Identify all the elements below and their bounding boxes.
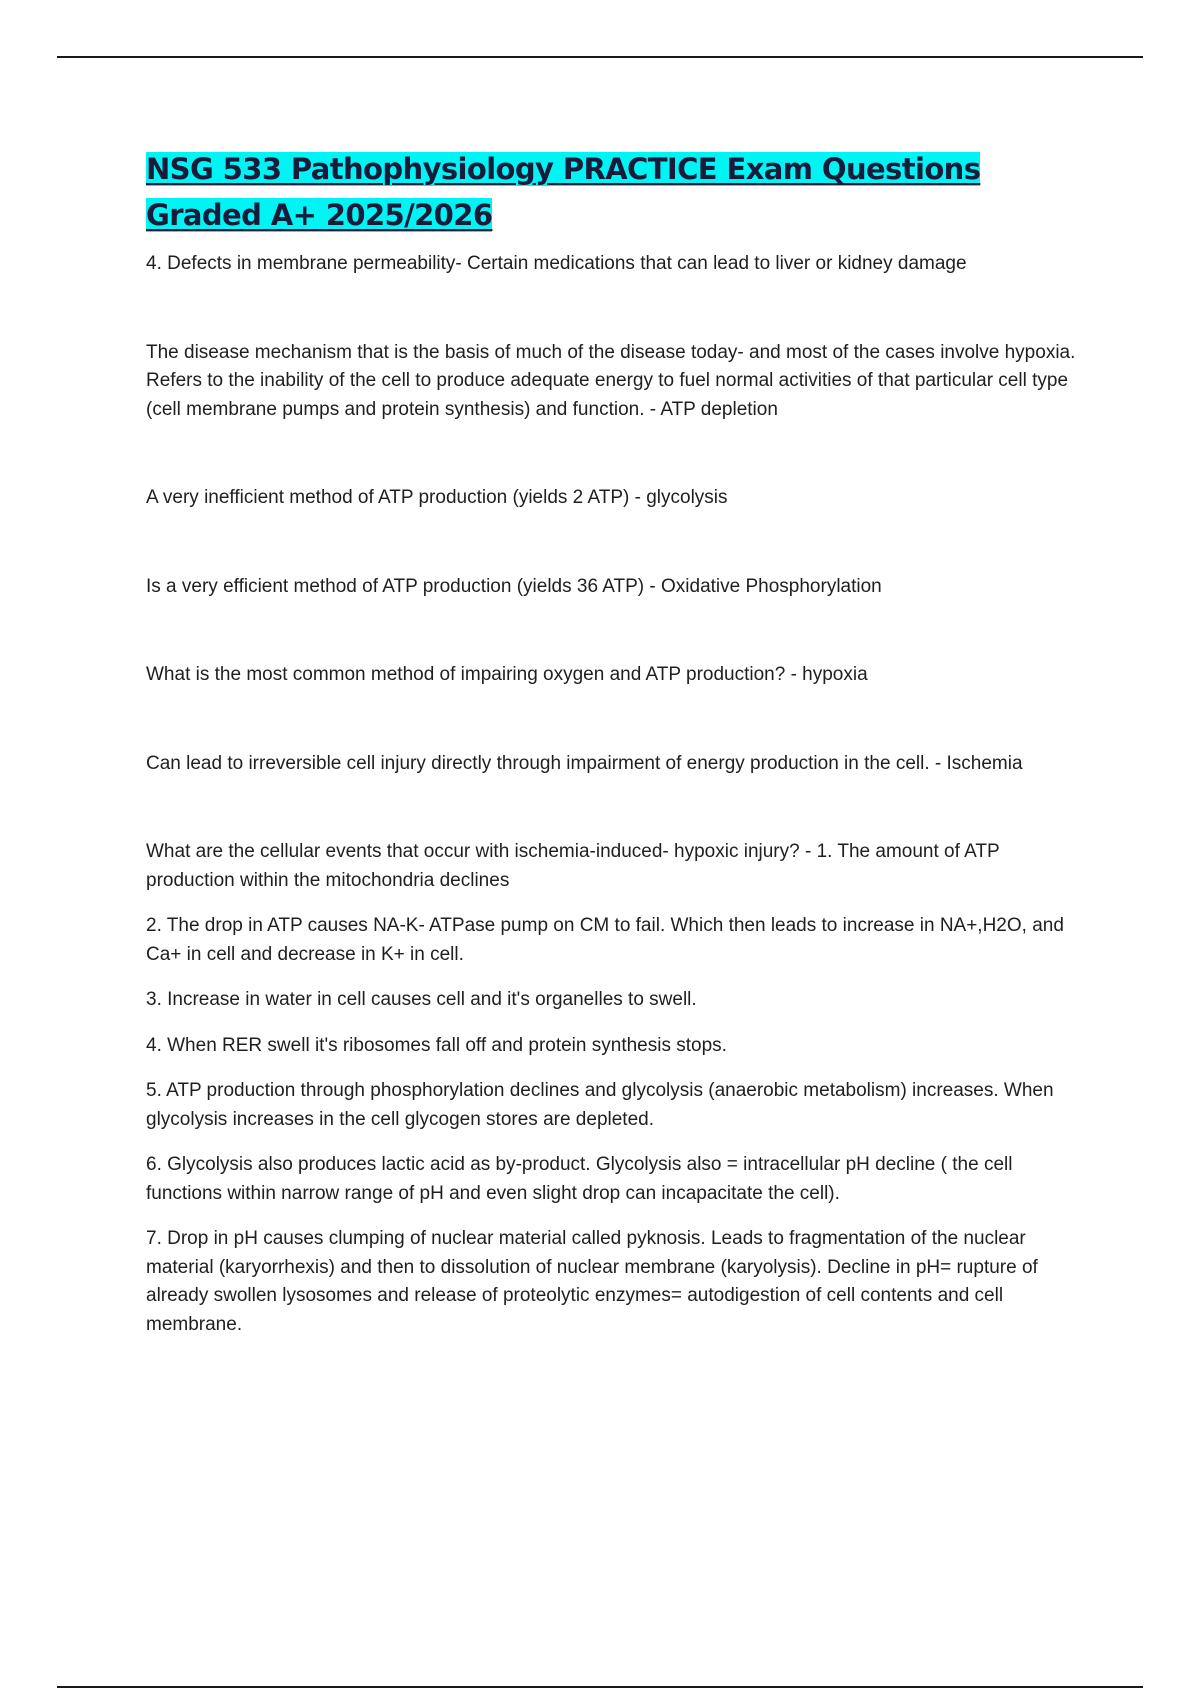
qa-item: A very inefficient method of ATP production (yields 2 ATP) - glycolysis [146,487,728,508]
intro-item: 4. Defects in membrane permeability- Certain medications that can lead to liver or kidney damage [146,253,967,274]
header-rule [57,56,1143,58]
qa-item: Can lead to irreversible cell injury directly through impairment of energy production in the cell. - Ischemia [146,752,1023,774]
step-item: 3. Increase in water in cell causes cell and it's organelles to swell. [146,989,697,1010]
qa-item: The disease mechanism that is the basis of much of the disease today- and most of the cases involve hypoxia. Refers to the inability of the cell to produce adequate energy to fuel normal activities of that particular cell type (cell membrane pumps and protein synthesis) and function. - ATP depletion [146,341,1076,420]
document-title [146,146,1086,238]
step-item: 7. Drop in pH causes clumping of nuclear material called pyknosis. Leads to fragmentation of the nuclear material (karyorrhexis) and then to dissolution of nuclear membrane (karyolysis). Decline in pH= rupture of already swollen lysosomes and release of proteolytic enzymes= autodigestion of cell contents and cell membrane. [146,1228,1038,1335]
footer-rule [57,1686,1143,1688]
step-item: 4. When RER swell it's ribosomes fall off and protein synthesis stops. [146,1034,727,1056]
qa-item: What is the most common method of impairing oxygen and ATP production? - hypoxia [146,664,868,685]
document-body [146,146,1086,1339]
step-item: 5. ATP production through phosphorylation declines and glycolysis (anaerobic metabolism) increases. When glycolysis increases in the cell glycogen stores are depleted. [146,1080,1054,1130]
qa-item: Is a very efficient method of ATP production (yields 36 ATP) - Oxidative Phosphorylation [146,575,882,597]
step-item: 2. The drop in ATP causes NA-K- ATPase pump on CM to fail. Which then leads to increase in NA+,H2O, and Ca+ in cell and decrease in K+ in cell. [146,915,1064,965]
step-item: 6. Glycolysis also produces lactic acid as by-product. Glycolysis also = intracellular pH decline ( the cell functions within narrow range of pH and even slight drop can incapacitate the cell). [146,1154,1013,1204]
qa-item: What are the cellular events that occur with ischemia-induced- hypoxic injury? - 1. The amount of ATP production within the mitochondria declines [146,841,1000,891]
document-title-text: NSG 533 Pathophysiology PRACTICE Exam Questions Graded A+ 2025/2026 [146,152,981,232]
